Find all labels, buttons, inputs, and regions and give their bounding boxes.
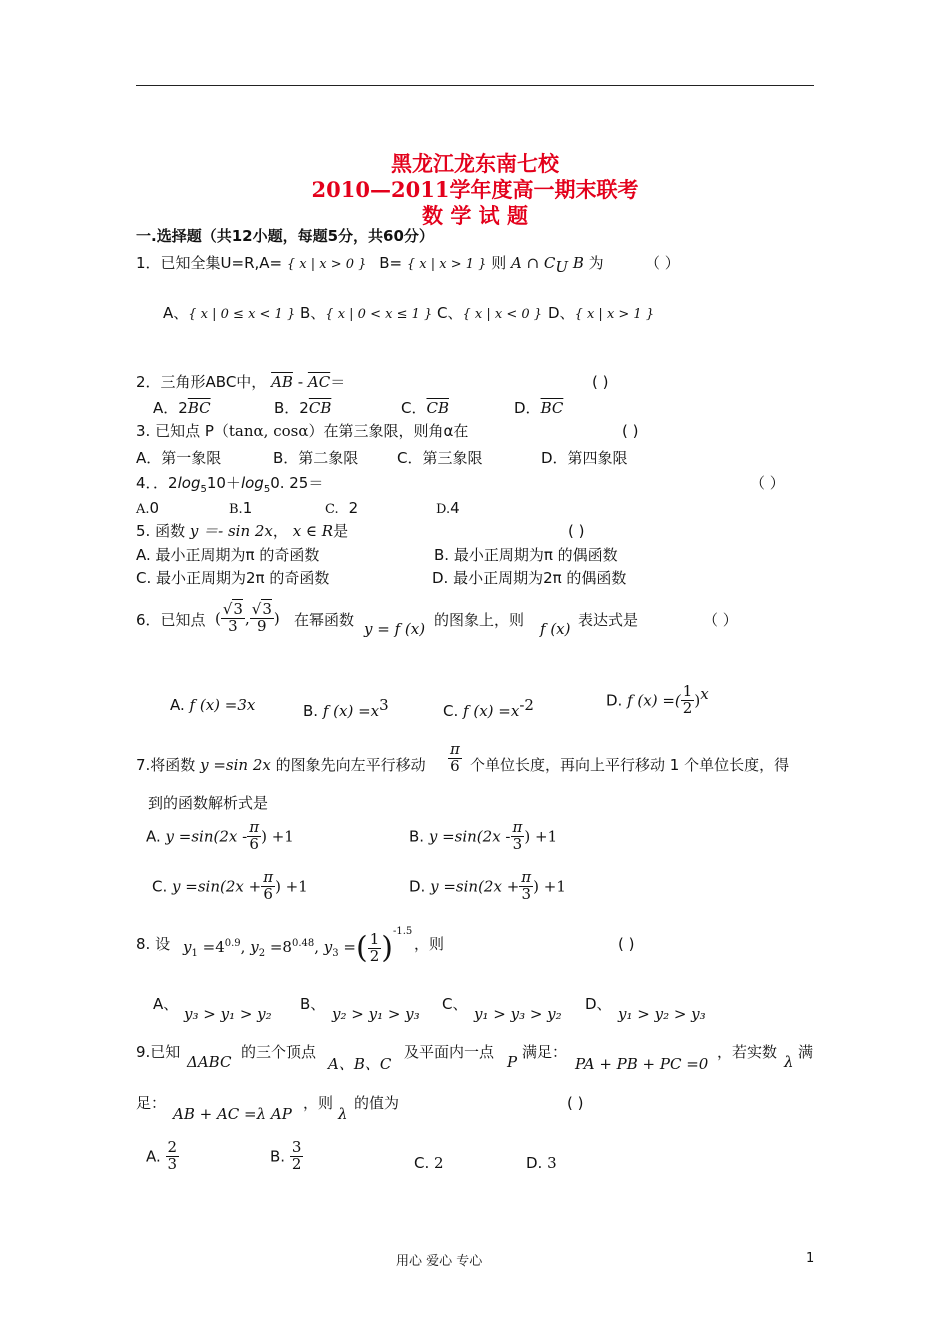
q7-d-post: ) +1: [533, 877, 566, 896]
q3-lead: 3. 已知点 P（: [136, 422, 229, 440]
q4-c-value: 2: [348, 499, 359, 517]
q4-b-value: 1: [242, 499, 253, 517]
q2-b-value: $\overline{CB}$: [308, 399, 332, 417]
q7-stem: [136, 755, 426, 775]
q2-d-value: $\overline{BC}$: [540, 399, 564, 417]
q4-log: log: [177, 474, 201, 492]
q9-line2-b: ，则: [303, 1094, 334, 1112]
q7-c-pre: y =sin(2x +: [172, 877, 262, 896]
q6-mid: 在幂函数: [294, 611, 355, 629]
q1-a-label: A、: [163, 304, 189, 322]
q7-a-den: 6: [249, 834, 259, 853]
q6-b-value: f (x) =x: [322, 702, 380, 720]
q2-option-d: [514, 398, 563, 418]
q2-eq: ＝: [330, 373, 346, 391]
q6-answer-paren: （ ）: [703, 611, 738, 629]
q2-c-value: $\overline{CB}$: [426, 399, 449, 417]
q5-func: y ＝- sin 2x: [189, 522, 273, 540]
q1-lead: 1．已知全集U=R,A=: [136, 254, 283, 272]
q8-d-label: D、: [585, 995, 612, 1013]
q7-a-pi: π: [249, 818, 260, 836]
q8-option-d: [585, 994, 612, 1014]
q9-b-den: 2: [291, 1154, 302, 1173]
q8-option-b: [300, 994, 325, 1014]
q6-point: ( $\frac{√3}{3}$ , $\frac{√3}{9}$ ): [215, 600, 280, 635]
q9-points: A、B、C: [328, 1055, 392, 1073]
q7-c-pi: π: [263, 868, 274, 886]
q8-expr: $y_1 =4^{0.9}$, $y_2 =8^{0.48}$, $y_3$ =( $\frac{1}{2}$ )$^{-1.5}$: [183, 926, 413, 966]
q8-exp-3: -1.5: [392, 926, 413, 937]
q9-option-c: [414, 1153, 444, 1173]
q1-option-a: [163, 303, 295, 325]
q1-then: 则: [491, 254, 507, 272]
q1-expr-end: B: [568, 254, 584, 272]
q1-d-value: { x | x > 1 }: [574, 307, 655, 322]
q7-c-post: ) +1: [275, 877, 308, 896]
q8-option-c: [442, 994, 467, 1014]
q1-b-opt-label: B、: [300, 304, 326, 322]
q7-c-den: 6: [263, 884, 273, 903]
q6-den-1: 3: [228, 616, 238, 635]
q9-b-label: B.: [270, 1147, 286, 1166]
q7-lead: 7.将函数: [136, 756, 196, 774]
q9-a-label: A.: [146, 1147, 161, 1166]
q7-a-post: ) +1: [261, 827, 294, 846]
q6-num-2: 3: [262, 600, 272, 618]
q9-tail: ，若实数: [717, 1043, 778, 1061]
q1-option-d: [548, 303, 654, 325]
q8-lead: 8. 设: [136, 935, 171, 953]
q4-option-b: [229, 498, 252, 520]
q5-comma: ，: [272, 522, 288, 540]
q2-option-a: [153, 398, 211, 418]
q7-tail: 个单位长度，再向上平行移动 1 个单位长度，得: [470, 756, 790, 774]
q5-option-a: A. 最小正周期为π 的奇函数: [136, 546, 320, 564]
q7-b-pi: π: [512, 818, 523, 836]
q8-exp-1: 0.9: [224, 937, 241, 949]
q1-b-value: { x | 0 < x ≤ 1 }: [325, 307, 433, 322]
q4-end: 0. 25＝: [270, 474, 324, 492]
q1-d-label: D、: [548, 304, 575, 322]
q9-answer-paren: ( ): [567, 1094, 584, 1112]
q2-vector-ac: $\overline{AC}$: [307, 373, 331, 391]
q6-a-value: f (x) =3x: [189, 696, 256, 714]
q4-lead: 4．．2: [136, 474, 178, 492]
q9-tail-2: 满: [798, 1043, 814, 1061]
q9-p: P: [507, 1053, 518, 1071]
q7-six: 6: [450, 756, 460, 775]
q6-c-label: C.: [443, 702, 459, 720]
q7-b-den: 3: [512, 834, 523, 853]
q8-tail: ，则: [414, 935, 445, 953]
q4-option-d: [436, 498, 460, 520]
q3-option-d: D．第四象限: [541, 449, 628, 467]
q9-option-d: [526, 1153, 557, 1173]
q5-tail: 是: [333, 522, 349, 540]
q1-b-label: B=: [379, 254, 403, 272]
q5-domain: x ∈ R: [292, 522, 334, 540]
q3-option-b: B．第二象限: [273, 449, 359, 467]
q1-expr: A ∩ C: [511, 254, 556, 272]
q7-b-label: B.: [409, 827, 425, 846]
q4-base: 5: [200, 484, 207, 495]
q5-stem: [136, 521, 348, 541]
q3-answer-paren: ( ): [622, 422, 639, 440]
q4-option-c: [325, 498, 358, 520]
q6-tail-2: 表达式是: [578, 611, 639, 629]
q4-base-2: 5: [263, 484, 271, 495]
q9-triangle: ΔABC: [187, 1053, 232, 1071]
q7-pi-frac: [448, 742, 462, 775]
q8-c-label: C、: [442, 995, 468, 1013]
q6-lead: 6．已知点: [136, 611, 206, 629]
q1-set-a: { x | x > 0 }: [286, 257, 367, 272]
q8-a-label: A、: [153, 995, 179, 1013]
q8-a-value: y₃ > y₁ > y₂: [184, 1005, 272, 1023]
q4-a-value: 0: [149, 499, 160, 517]
q9-lambda-2: λ: [338, 1105, 348, 1123]
q8-b-value: y₂ > y₁ > y₃: [332, 1005, 420, 1023]
q5-lead: 5. 函数: [136, 522, 186, 540]
q7-a-label: A.: [146, 827, 161, 846]
q2-b-label: B．2: [274, 399, 309, 417]
q2-option-c: [401, 398, 449, 418]
q6-d-value: f (x) =(: [627, 691, 681, 710]
q6-func: y = f (x): [364, 620, 426, 638]
q2-d-label: D．: [514, 399, 541, 417]
q1-c-label: C、: [437, 304, 463, 322]
q4-a-label: A.: [136, 502, 150, 517]
q2-a-label: A．2: [153, 399, 188, 417]
q2-a-value: $\overline{BC}$: [187, 399, 211, 417]
q6-b-label: B.: [303, 702, 319, 720]
q4-log-2: log: [240, 474, 264, 492]
q7-b-pre: y =sin(2x -: [428, 827, 511, 846]
q6-c-exp: -2: [519, 696, 534, 714]
q6-d-num: 1: [682, 682, 693, 701]
q9-a-num: 2: [167, 1138, 178, 1156]
q7-d-label: D.: [409, 877, 426, 896]
q3-stem: [136, 421, 468, 441]
q6-option-d: D. f (x) =( $\frac{1}{2}$ )$^x$: [606, 682, 709, 717]
q7-option-c: [152, 870, 308, 903]
q1-stem: [136, 253, 604, 277]
q4-option-a: [136, 498, 159, 520]
q6-tail: 的图象上，则: [434, 611, 525, 629]
q2-option-b: [274, 398, 331, 418]
q1-option-c: [437, 303, 542, 325]
q6-fx: f (x): [540, 620, 571, 638]
q8-c-value: y₁ > y₃ > y₂: [474, 1005, 562, 1023]
q7-d-pre: y =sin(2x +: [430, 877, 520, 896]
q1-answer-paren: （ ）: [645, 254, 680, 272]
q4-c-label: C.: [325, 502, 339, 517]
q9-mid-2: 及平面内一点: [404, 1043, 495, 1061]
q2-vector-ab: $\overline{AB}$: [271, 373, 293, 391]
q2-lead: 2．三角形ABC中，: [136, 373, 267, 391]
q7-option-a: [146, 820, 294, 853]
q1-c-value: { x | x < 0 }: [462, 307, 543, 322]
q6-option-a: [170, 695, 255, 715]
q6-c-value: f (x) =x: [463, 702, 520, 720]
q2-stem: [136, 372, 345, 392]
q9-c-label: C.: [414, 1154, 430, 1172]
header-rule: [136, 85, 814, 86]
q8-option-a: [153, 994, 178, 1014]
q3-option-c: C．第三象限: [397, 449, 483, 467]
q1-a-value: { x | 0 ≤ x < 1 }: [188, 307, 296, 322]
q9-eq-1: PA + PB + PC =0: [575, 1055, 709, 1073]
q6-d-den: 2: [682, 699, 693, 717]
q7-option-d: [409, 870, 566, 903]
q4-d-value: 4: [450, 499, 460, 517]
q9-line2-c: 的值为: [354, 1094, 400, 1112]
title-line-2: 2010—2011学年度高一期末联考: [311, 177, 639, 202]
q6-d-label: D.: [606, 691, 623, 710]
q9-d-label: D.: [526, 1154, 543, 1172]
q7-mid: 的图象先向左平行移动: [275, 756, 426, 774]
section-heading: 一.选择题（共12小题，每题5分，共60分）: [136, 227, 434, 245]
q9-d-value: 3: [547, 1154, 557, 1172]
q7-d-den: 3: [521, 884, 531, 903]
q6-b-exp: 3: [379, 696, 389, 714]
q9-option-b: [270, 1140, 303, 1173]
title-line-1: 黑龙江龙东南七校: [391, 151, 559, 176]
q1-expr-sub: U: [555, 258, 569, 276]
q4-d-label: D.: [436, 502, 451, 517]
q4-mid: 10＋: [206, 474, 241, 492]
q6-den-2: 9: [257, 616, 267, 635]
q9-eq-2: AB + AC =λ AP: [173, 1105, 292, 1123]
q8-b-label: B、: [300, 995, 326, 1013]
q9-mid: 的三个顶点: [241, 1043, 317, 1061]
q3-option-a: A．第一象限: [136, 449, 222, 467]
q7-a-pre: y =sin(2x -: [165, 827, 248, 846]
q7-pi: π: [450, 740, 460, 758]
q2-c-label: C．: [401, 399, 427, 417]
q4-answer-paren: （ ）: [750, 474, 785, 492]
footer-motto: 用心 爱心 专心: [396, 1254, 483, 1269]
q5-option-b: B. 最小正周期为π 的偶函数: [434, 546, 618, 564]
q8-d-value: y₁ > y₂ > y₃: [618, 1005, 706, 1023]
q8-exp-2: 0.48: [291, 937, 315, 949]
q9-option-a: [146, 1140, 179, 1173]
q6-option-b: [303, 695, 389, 721]
q2-minus: -: [292, 373, 308, 391]
q3-point: tanα, cosα: [228, 422, 309, 440]
q2-answer-paren: ( ): [592, 373, 609, 391]
q9-line2-a: 足：: [136, 1094, 167, 1112]
q1-tail: 为: [588, 254, 604, 272]
q9-b-num: 3: [291, 1138, 302, 1156]
q6-d-exp: x: [700, 685, 709, 703]
q1-set-b: { x | x > 1 }: [406, 257, 487, 272]
q6-option-c: [443, 695, 534, 721]
q6-a-label: A.: [170, 696, 185, 714]
q9-a-den: 3: [167, 1154, 178, 1173]
q7-option-b: [409, 820, 557, 853]
q5-option-d: D. 最小正周期为2π 的偶函数: [432, 569, 627, 587]
q8-base-8: 8: [282, 937, 292, 956]
title-line-3: 数 学 试 题: [422, 203, 528, 228]
q6-num-1: 3: [233, 600, 243, 618]
q9-mid-3: 满足：: [522, 1043, 568, 1061]
q4-stem: [136, 473, 323, 500]
page-number: 1: [806, 1251, 815, 1266]
q3-tail: ）在第三象限，则角α在: [308, 422, 469, 440]
q5-option-c: C. 最小正周期为2π 的奇函数: [136, 569, 330, 587]
q7-line-2: 到的函数解析式是: [148, 794, 269, 812]
q8-answer-paren: ( ): [618, 935, 635, 953]
q7-func: y =sin 2x: [200, 756, 271, 774]
q5-answer-paren: ( ): [568, 522, 585, 540]
q7-b-post: ) +1: [524, 827, 558, 846]
q9-lambda: λ: [784, 1053, 794, 1071]
q4-b-label: B.: [229, 502, 243, 517]
q7-c-label: C.: [152, 877, 168, 896]
q9-c-value: 2: [434, 1154, 444, 1172]
q1-option-b: [300, 303, 432, 325]
q9-lead: 9.已知: [136, 1043, 181, 1061]
q7-d-pi: π: [521, 868, 532, 886]
